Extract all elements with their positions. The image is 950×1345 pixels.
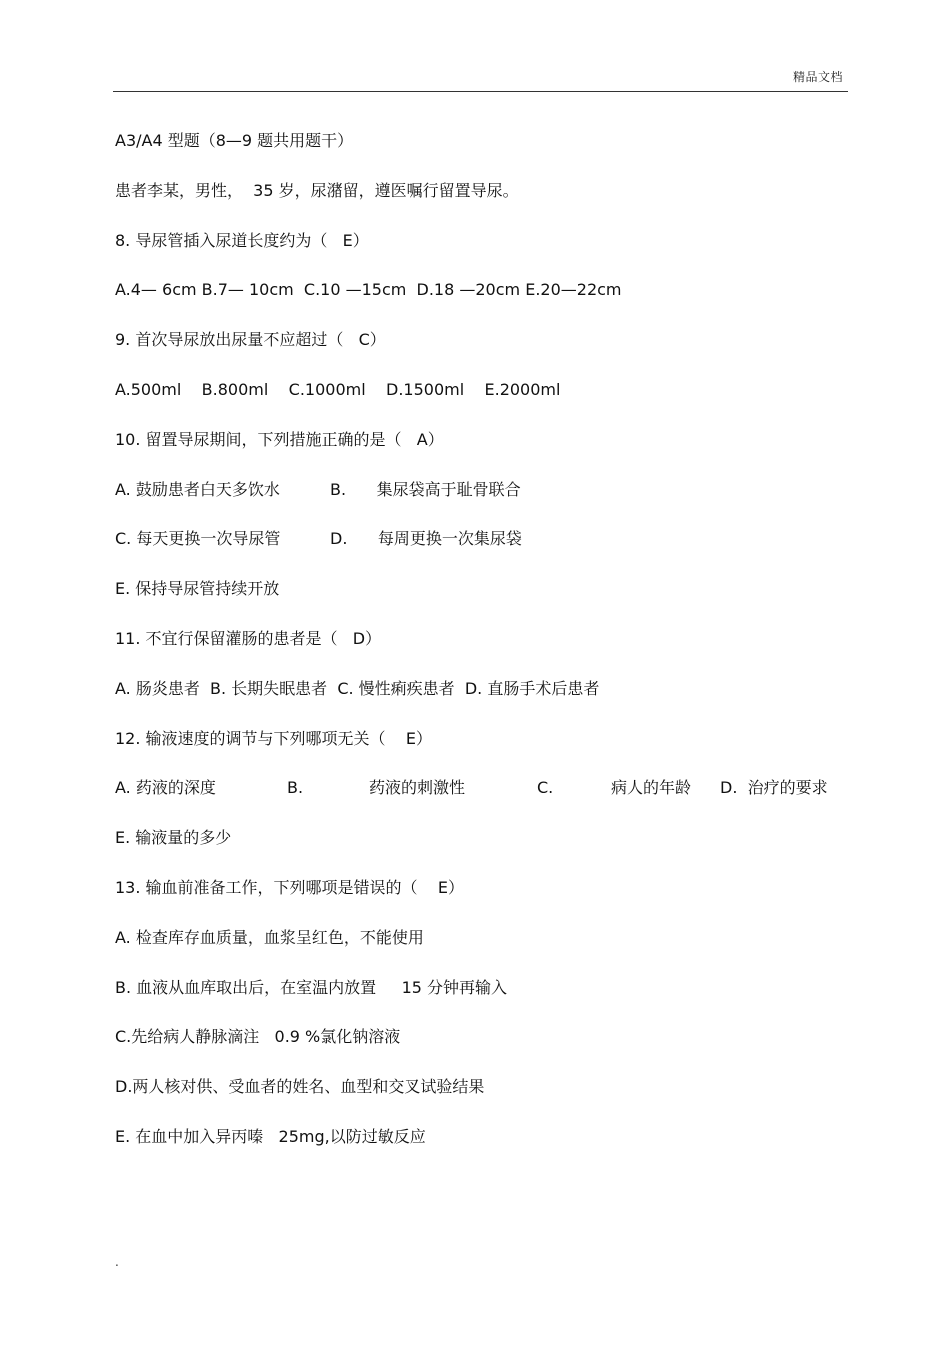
option-c-label: C. [537,778,554,798]
question-10-options-ab [115,479,855,529]
question-11: 11. 不宜行保留灌肠的患者是（ D） [115,628,382,648]
option-c-text: 病人的年龄 [611,778,692,798]
question-11-options: A. 肠炎患者 B. 长期失眠患者 C. 慢性痢疾患者 D. 直肠手术后患者 [115,678,600,698]
header-divider [113,91,848,92]
question-13-option-a: A. 检查库存血质量，血浆呈红色，不能使用 [115,927,424,947]
option-c: C. 每天更换一次导尿管 [115,529,281,549]
question-13-option-d: D.两人核对供、受血者的姓名、血型和交叉试验结果 [115,1077,485,1097]
header-watermark-text: 精品文档 [792,70,843,84]
option-d: D. 每周更换一次集尿袋 [330,529,522,549]
question-10-option-e: E. 保持导尿管持续开放 [115,579,280,599]
question-8: 8. 导尿管插入尿道长度约为（ E） [115,230,369,250]
option-b: B. 集尿袋高于耻骨联合 [330,479,521,499]
option-d: D. 治疗的要求 [720,778,828,798]
question-9-options: A.500ml B.800ml C.1000ml D.1500ml E.2000ml [115,379,561,399]
question-13-option-b: B. 血液从血库取出后，在室温内放置 15 分钟再输入 [115,977,508,997]
case-stem: 患者李某，男性， 35 岁，尿潴留，遵医嘱行留置导尿。 [115,180,519,200]
question-13-option-e: E. 在血中加入异丙嗪 25mg,以防过敏反应 [115,1126,426,1146]
question-13-option-c: C.先给病人静脉滴注 0.9 %氯化钠溶液 [115,1027,401,1047]
question-12: 12. 输液速度的调节与下列哪项无关（ E） [115,728,432,748]
option-b-text: 药液的刺激性 [369,778,466,798]
section-title: A3/A4 型题（8—9 题共用题干） [115,131,354,150]
option-a: A. 鼓励患者白天多饮水 [115,479,280,499]
footer-dot: . [115,1255,119,1269]
question-10-options-cd [115,528,855,578]
question-9: 9. 首次导尿放出尿量不应超过（ C） [115,330,386,350]
question-12-option-e: E. 输液量的多少 [115,828,232,848]
option-b-label: B. [287,778,304,798]
document-body [115,130,855,1176]
question-8-options: A.4— 6cm B.7— 10cm C.10 —15cm D.18 —20cm E.20—22cm [115,280,622,300]
question-13: 13. 输血前准备工作，下列哪项是错误的（ E） [115,877,464,897]
question-12-options [115,777,855,827]
option-a: A. 药液的深度 [115,778,216,798]
question-10: 10. 留置导尿期间，下列措施正确的是（ A） [115,429,444,449]
